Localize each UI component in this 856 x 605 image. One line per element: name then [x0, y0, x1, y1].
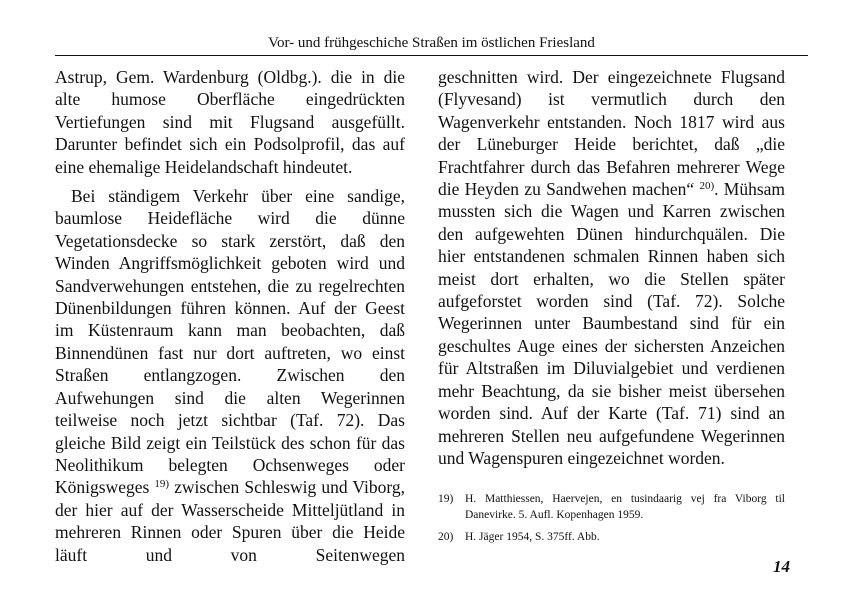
footnotes — [438, 491, 785, 551]
paragraph-3-text-b: . Mühsam mussten sich die Wagen und Karren zwischen den aufgewehten Dünen hindurchquälen. Die hier entstandenen schmalen Rinnen haben sich meist dort erhalten, wo die Stellen später aufgeforstet worden sind (Taf. 72). Solche Wegerinnen unter Baumbestand sind für ein geschultes Auge eines der sichersten Anzeichen für Altstraßen im Diluvialgebiet und verdienen mehr Beachtung, da sie bisher meist übersehen worden sind. Auf der Karte (Taf. 71) sind an mehreren Stellen neu aufgefundene Wegerinnen und Wagenspuren eingezeichnet worden. — [438, 179, 786, 468]
footnote-ref-19: 19) — [154, 478, 170, 491]
page-number: 14 — [773, 557, 790, 576]
footnote-number: 20) — [438, 531, 454, 543]
footnote-20 — [438, 529, 785, 545]
footnote-ref-20: 20) — [699, 180, 715, 193]
paragraph-2 — [55, 185, 405, 566]
right-column — [438, 66, 785, 469]
header-rule — [55, 55, 808, 56]
running-header: Vor- und frühgeschiche Straßen im östlichen Friesland — [268, 35, 595, 51]
paragraph-3-text-a: geschnitten wird. Der eingezeichnete Flugsand (Flyvesand) ist vermutlich durch den Wagenverkehr entstanden. Noch 1817 wird aus der Lüneburger Heide berichtet, daß „die Frachtfahrer durch das Befahren mehrerer Wege die Heyden zu Sandwehen machen“ — [438, 67, 785, 200]
paragraph-2-text-a: Bei ständigem Verkehr über eine sandige, baumlose Heidefläche wird die dünne Vegetationsdecke so stark zerstört, daß den Winden Angriffsmöglichkeit geboten wird und Sandverwehungen entstehen, die zu regelrechten Dünenbildungen führen können. Auf der Geest im Küstenraum kann man beobachten, daß Binnendünen fast nur dort auftreten, wo einst Straßen entlangzogen. Zwischen den Aufwehungen sind die alten Wegerinnen teilweise noch jetzt sichtbar (Taf. 72). Das gleiche Bild zeigt ein Teilstück des schon für das Neolithikum belegten Ochsenweges oder Königsweges — [55, 186, 405, 498]
paragraph-1: Astrup, Gem. Wardenburg (Oldbg.). die in die alte humose Oberfläche eingedrückten Vertiefungen sind mit Flugsand ausgefüllt. Darunter befindet sich ein Podsolprofil, das auf eine ehemalige Heidelandschaft hindeutet. — [55, 67, 405, 177]
footnote-19 — [438, 491, 785, 523]
left-column — [55, 66, 405, 566]
footnote-number: 19) — [438, 493, 454, 505]
paragraph-2-text-b: zwischen Schleswig und Viborg, der hier auf der Wasserscheide Mitteljütland in mehreren Rinnen oder Spuren über die Heide läuft und von Seitenwegen — [55, 477, 405, 565]
footnote-text: H. Jäger 1954, S. 375ff. Abb. — [465, 531, 600, 543]
paragraph-3 — [438, 66, 785, 469]
footnote-text: H. Matthiessen, Haervejen, en tusindaarig vej fra Viborg til Danevirke. 5. Aufl. Kopenhagen 1959. — [465, 493, 785, 521]
